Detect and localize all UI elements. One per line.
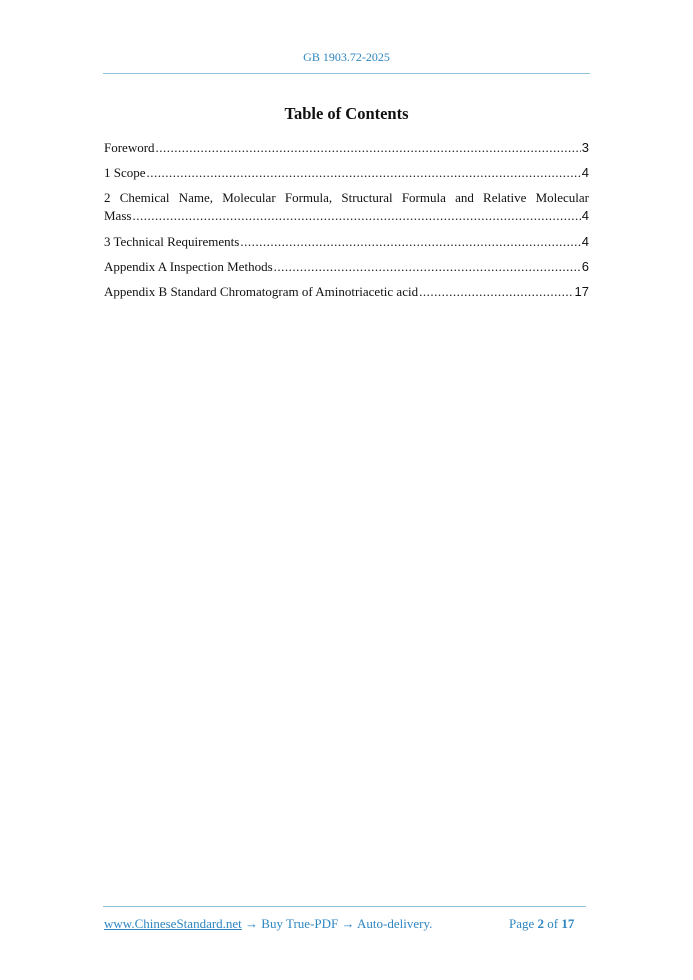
- arrow-icon: →: [245, 916, 259, 931]
- toc-entry-page: 4: [581, 234, 589, 249]
- toc-entry-chemical-name[interactable]: [104, 190, 589, 224]
- toc-entry-label: 3 Technical Requirements: [104, 234, 240, 249]
- dot-leader: [132, 208, 580, 224]
- toc-entry-appendix-a[interactable]: [104, 259, 589, 275]
- page-word: Page: [509, 916, 535, 931]
- footer-promo: [104, 916, 432, 932]
- toc-entry-appendix-b[interactable]: [104, 284, 589, 300]
- header-divider: [103, 73, 590, 74]
- auto-delivery-text: Auto-delivery.: [357, 916, 433, 931]
- toc-entry-page: 6: [581, 259, 589, 274]
- toc-title: Table of Contents: [284, 104, 409, 123]
- toc-entry-label: Foreword: [104, 140, 155, 155]
- toc-entry-scope[interactable]: [104, 165, 589, 181]
- toc-entry-page: 4: [581, 208, 589, 223]
- toc-entry-page: 17: [574, 284, 589, 299]
- toc-entry-technical-requirements[interactable]: [104, 234, 589, 250]
- standard-code: GB 1903.72-2025: [303, 50, 390, 64]
- dot-leader: [147, 165, 581, 181]
- toc-entry-page: 4: [581, 165, 589, 180]
- toc-entry-label-line1: 2 Chemical Name, Molecular Formula, Structural Formula and Relative Molecular: [104, 190, 589, 205]
- page-number: [509, 916, 574, 932]
- footer-divider: [103, 906, 586, 907]
- toc-entry-page: 3: [581, 140, 589, 155]
- buy-true-pdf-text: Buy True-PDF: [261, 916, 339, 931]
- toc-entry-label-line2: Mass: [104, 208, 132, 223]
- dot-leader: [240, 234, 580, 250]
- page-total: 17: [561, 916, 575, 931]
- toc-entry-label: Appendix B Standard Chromatogram of Aminotriacetic acid: [104, 284, 419, 299]
- page-current: 2: [537, 916, 545, 931]
- running-header: [0, 50, 693, 65]
- website-link[interactable]: www.ChineseStandard.net: [104, 916, 242, 931]
- of-word: of: [547, 916, 559, 931]
- toc-entry-foreword[interactable]: [104, 140, 589, 156]
- toc-entry-label: Appendix A Inspection Methods: [104, 259, 273, 274]
- dot-leader: [274, 259, 581, 275]
- toc-entry-label: 1 Scope: [104, 165, 146, 180]
- dot-leader: [156, 140, 581, 156]
- dot-leader: [419, 284, 573, 300]
- arrow-icon: →: [341, 916, 355, 931]
